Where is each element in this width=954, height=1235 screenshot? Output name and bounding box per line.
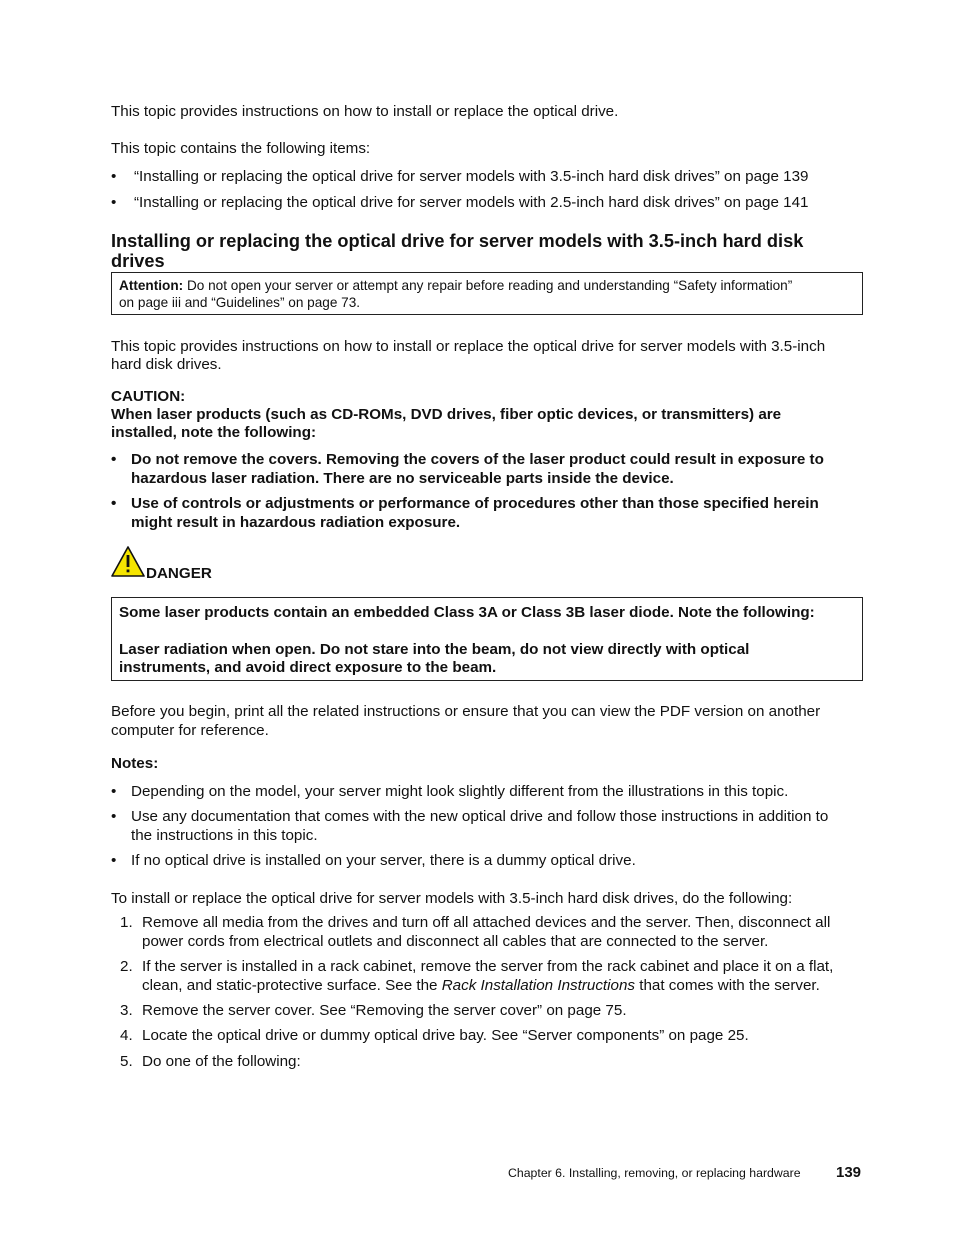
caution-line-1: When laser products (such as CD-ROMs, DVD drives, fiber optic devices, or transmitters) are	[111, 406, 782, 423]
step-5-text: Do one of the following:	[142, 1053, 301, 1070]
note-item-body	[131, 851, 861, 870]
bullet-icon: •	[111, 852, 117, 869]
footer-chapter: Chapter 6. Installing, removing, or replacing hardware	[508, 1166, 801, 1180]
bullet-icon: •	[111, 495, 117, 512]
topic-link-1[interactable]: “Installing or replacing the optical drive for server models with 3.5-inch hard disk drives” on page 139	[134, 168, 809, 185]
step-2-doc-title: Rack Installation Instructions	[441, 977, 636, 994]
note-item-body	[131, 807, 861, 845]
description-line-1: This topic provides instructions on how to install or replace the optical drive for server models with 3.5-inch	[111, 338, 826, 355]
caution-bullet-2-line-2: might result in hazardous radiation exposure.	[131, 514, 461, 531]
step-2-line-2	[142, 976, 864, 995]
section-heading	[111, 231, 871, 271]
section-heading-line-1: Installing or replacing the optical drive for server models with 3.5-inch hard disk	[111, 231, 804, 251]
before-line-1: Before you begin, print all the related instructions or ensure that you can view the PDF version on another	[111, 703, 821, 720]
items-intro: This topic contains the following items:	[111, 140, 371, 157]
attention-line-1	[119, 277, 859, 294]
step-1-line-2: power cords from electrical outlets and disconnect all cables that are connected to the server.	[142, 933, 769, 950]
step-1-line-1: Remove all media from the drives and turn off all attached devices and the server. Then, disconnect all	[142, 914, 831, 931]
page-number: 139	[836, 1164, 862, 1181]
note-3-line-1: If no optical drive is installed on your server, there is a dummy optical drive.	[131, 852, 636, 869]
caution-bullet-body	[131, 494, 861, 532]
step-2-line-1: If the server is installed in a rack cabinet, remove the server from the rack cabinet and place it on a flat,	[142, 958, 834, 975]
bullet-icon: •	[111, 194, 117, 211]
danger-box	[111, 597, 863, 681]
attention-text: Do not open your server or attempt any repair before reading and understanding “Safety information”	[186, 278, 793, 293]
step-2-text-a: clean, and static-protective surface. See the	[142, 977, 442, 994]
step-number: 5.	[120, 1053, 133, 1070]
step-4-text: Locate the optical drive or dummy optical drive bay. See “Server components” on page 25.	[142, 1027, 749, 1044]
description-line-2: hard disk drives.	[111, 356, 222, 373]
notes-label: Notes:	[111, 755, 159, 772]
intro-paragraph: This topic provides instructions on how to install or replace the optical drive.	[111, 103, 619, 120]
step-item	[111, 957, 871, 997]
attention-line-2: on page iii and “Guidelines” on page 73.	[119, 295, 361, 310]
note-1-line-1: Depending on the model, your server might look slightly different from the illustrations in this topic.	[131, 783, 789, 800]
bullet-icon: •	[111, 451, 117, 468]
step-3-text: Remove the server cover. See “Removing the server cover” on page 75.	[142, 1002, 627, 1019]
step-item	[111, 1001, 871, 1021]
topic-link-2[interactable]: “Installing or replacing the optical drive for server models with 2.5-inch hard disk drives” on page 141	[134, 194, 809, 211]
section-heading-line-2: drives	[111, 251, 165, 271]
step-number: 4.	[120, 1027, 133, 1044]
bullet-icon: •	[111, 783, 117, 800]
note-2-line-1: Use any documentation that comes with the new optical drive and follow those instructions in addition to	[131, 808, 829, 825]
procedure-intro: To install or replace the optical drive for server models with 3.5-inch hard disk drives, do the following:	[111, 890, 793, 907]
caution-bullet-1-line-2: hazardous laser radiation. There are no serviceable parts inside the device.	[131, 470, 674, 487]
step-2-text-b: that comes with the server.	[635, 977, 820, 994]
bullet-icon: •	[111, 808, 117, 825]
step-number: 1.	[120, 914, 133, 931]
step-item	[111, 1026, 871, 1046]
caution-bullet-2-line-1: Use of controls or adjustments or performance of procedures other than those specified herein	[131, 495, 819, 512]
note-2-line-2: the instructions in this topic.	[131, 827, 318, 844]
caution-label: CAUTION:	[111, 388, 186, 405]
warning-triangle-icon	[111, 545, 147, 579]
danger-line-3: instruments, and avoid direct exposure to the beam.	[119, 659, 497, 676]
step-body	[142, 913, 864, 951]
step-number: 3.	[120, 1002, 133, 1019]
attention-box	[111, 272, 863, 315]
step-item	[111, 913, 871, 953]
step-body	[142, 957, 864, 995]
caution-bullet-body	[131, 450, 861, 488]
danger-label: DANGER	[146, 565, 212, 582]
step-number: 2.	[120, 958, 133, 975]
bullet-icon: •	[111, 168, 117, 185]
caution-bullet-1-line-1: Do not remove the covers. Removing the covers of the laser product could result in exposure to	[131, 451, 824, 468]
step-item	[111, 1052, 871, 1072]
caution-line-2: installed, note the following:	[111, 424, 317, 441]
danger-line-2: Laser radiation when open. Do not stare into the beam, do not view directly with optical	[119, 641, 750, 658]
attention-label: Attention:	[119, 278, 184, 293]
before-line-2: computer for reference.	[111, 722, 269, 739]
danger-line-1: Some laser products contain an embedded Class 3A or Class 3B laser diode. Note the following:	[119, 604, 815, 621]
note-item-body	[131, 782, 861, 801]
